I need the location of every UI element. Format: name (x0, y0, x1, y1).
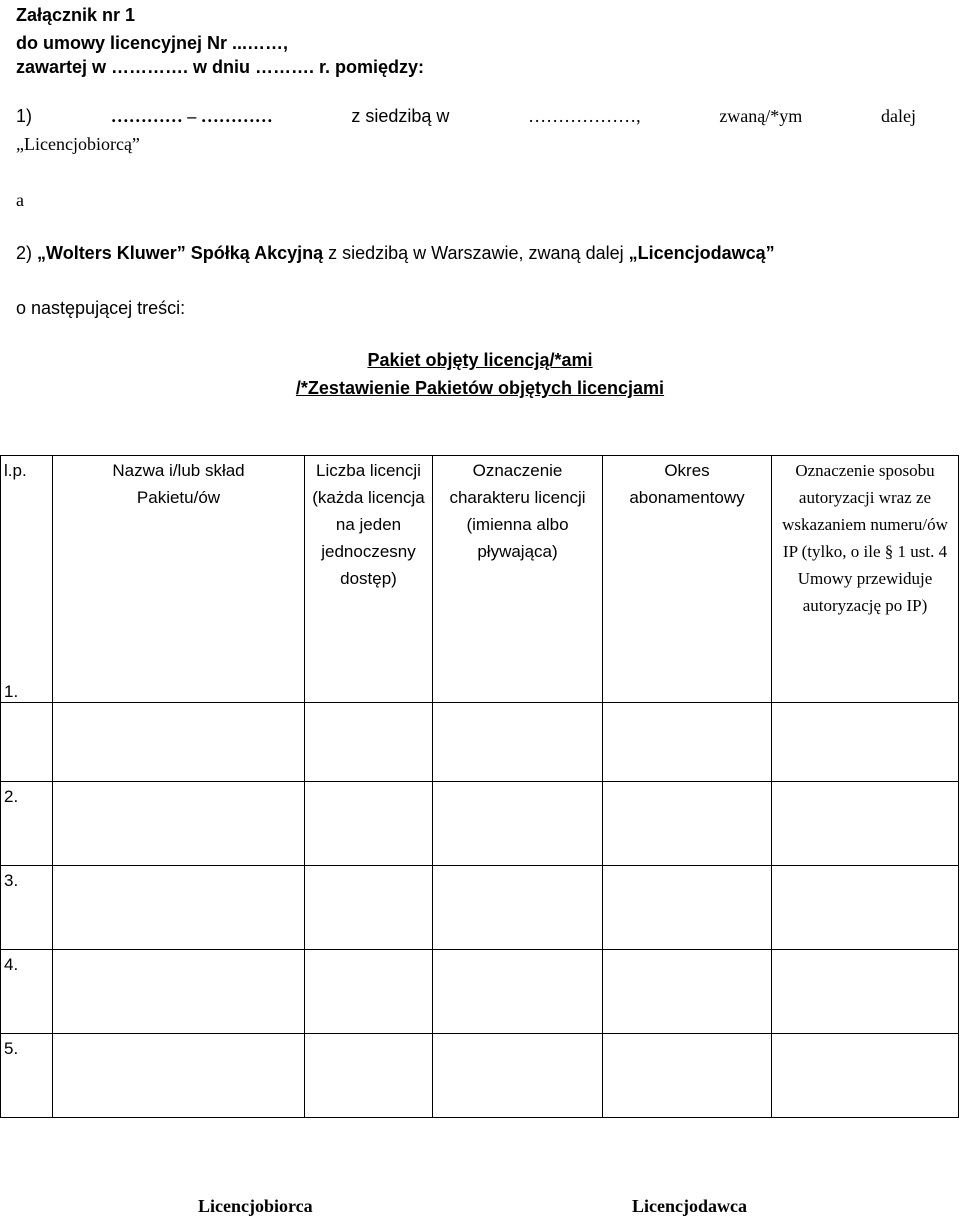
party-1-name-blank: ………… – ………… (110, 106, 273, 126)
party-2-line (16, 242, 775, 264)
row-period-cell (603, 782, 772, 866)
row-package-name-cell (53, 866, 305, 950)
contract-number-line: do umowy licencyjnej Nr ...……, (16, 33, 289, 53)
row-period-cell (603, 1034, 772, 1118)
header-authorization: Oznaczenie sposobu autoryzacji wraz ze wskazaniem numeru/ów IP (tylko, o ile § 1 ust. 4 Umowy przewiduje autoryzację po IP) (772, 456, 959, 703)
header-license-type: Oznaczenie charakteru licencji (imienna albo pływająca) (433, 456, 603, 703)
package-table (0, 455, 959, 1118)
row-period-cell (603, 950, 772, 1034)
party-1-number: 1) (16, 106, 33, 126)
row-license-count-cell (305, 1034, 433, 1118)
row-authorization-cell (772, 950, 959, 1034)
row-license-type-cell (433, 1034, 603, 1118)
table-row (1, 1034, 959, 1118)
party-2-number: 2) (16, 243, 33, 263)
party-1-further: dalej (880, 106, 916, 126)
party-1-line (16, 105, 916, 127)
row-license-count-cell (305, 866, 433, 950)
row-authorization-cell (772, 703, 959, 782)
table-row (1, 782, 959, 866)
row-authorization-cell (772, 1034, 959, 1118)
header-period-text: Okres abonamentowy (629, 461, 745, 507)
header-lp: l.p. (1, 456, 53, 703)
party-1-seat-label: z siedzibą w (351, 106, 450, 126)
row-license-type-cell (433, 782, 603, 866)
row-number: 4. (1, 950, 53, 1034)
row-license-count-cell (305, 782, 433, 866)
header-package-name (53, 456, 305, 703)
row-number: 2. (1, 782, 53, 866)
package-title (0, 347, 960, 373)
signature-licensee: Licencjobiorca (198, 1196, 313, 1216)
row-license-type-cell (433, 866, 603, 950)
row-package-name-cell (53, 782, 305, 866)
party-1-seat-blank: ………………, (528, 106, 641, 126)
package-subtitle-text: /*Zestawienie Pakietów objętych licencjami (295, 378, 665, 398)
table-row (1, 866, 959, 950)
row-number: 3. (1, 866, 53, 950)
row-authorization-cell (772, 782, 959, 866)
header-license-count: Liczba licencji (każda licencja na jeden jednoczesny dostęp) (305, 456, 433, 703)
row-license-count-cell (305, 703, 433, 782)
row-license-type-cell (433, 703, 603, 782)
row-period-cell (603, 866, 772, 950)
header-period (603, 456, 772, 703)
table-row (1, 950, 959, 1034)
row-number: 5. (1, 1034, 53, 1118)
package-subtitle (0, 375, 960, 401)
row-package-name-cell (53, 703, 305, 782)
header-package-name-text: Nazwa i/lub skład Pakietu/ów (112, 461, 245, 507)
party-2-name: „Wolters Kluwer” Spółką Akcyjną (37, 243, 324, 263)
party-2-role: „Licencjodawcą” (628, 243, 775, 263)
row-period-cell (603, 703, 772, 782)
table-header-row (1, 456, 959, 703)
intro-text: o następującej treści: (16, 298, 186, 318)
package-title-text: Pakiet objęty licencją/*ami (367, 350, 593, 370)
row-package-name-cell (53, 950, 305, 1034)
party-1-called: zwaną/*ym (719, 106, 803, 126)
row-license-count-cell (305, 950, 433, 1034)
party-1-role: „Licencjobiorcą” (16, 134, 140, 154)
row-license-type-cell (433, 950, 603, 1034)
row-package-name-cell (53, 1034, 305, 1118)
conjunction: a (16, 190, 24, 210)
row-number-text: 1. (4, 682, 19, 701)
signature-licensor: Licencjodawca (632, 1196, 747, 1216)
row-authorization-cell (772, 866, 959, 950)
row-number (1, 682, 53, 782)
contract-date-line: zawartej w …………. w dniu ………. r. pomiędzy: (16, 57, 425, 77)
party-2-rest: z siedzibą w Warszawie, zwaną dalej (328, 243, 624, 263)
annex-title: Załącznik nr 1 (16, 5, 136, 25)
table-row (1, 703, 959, 782)
